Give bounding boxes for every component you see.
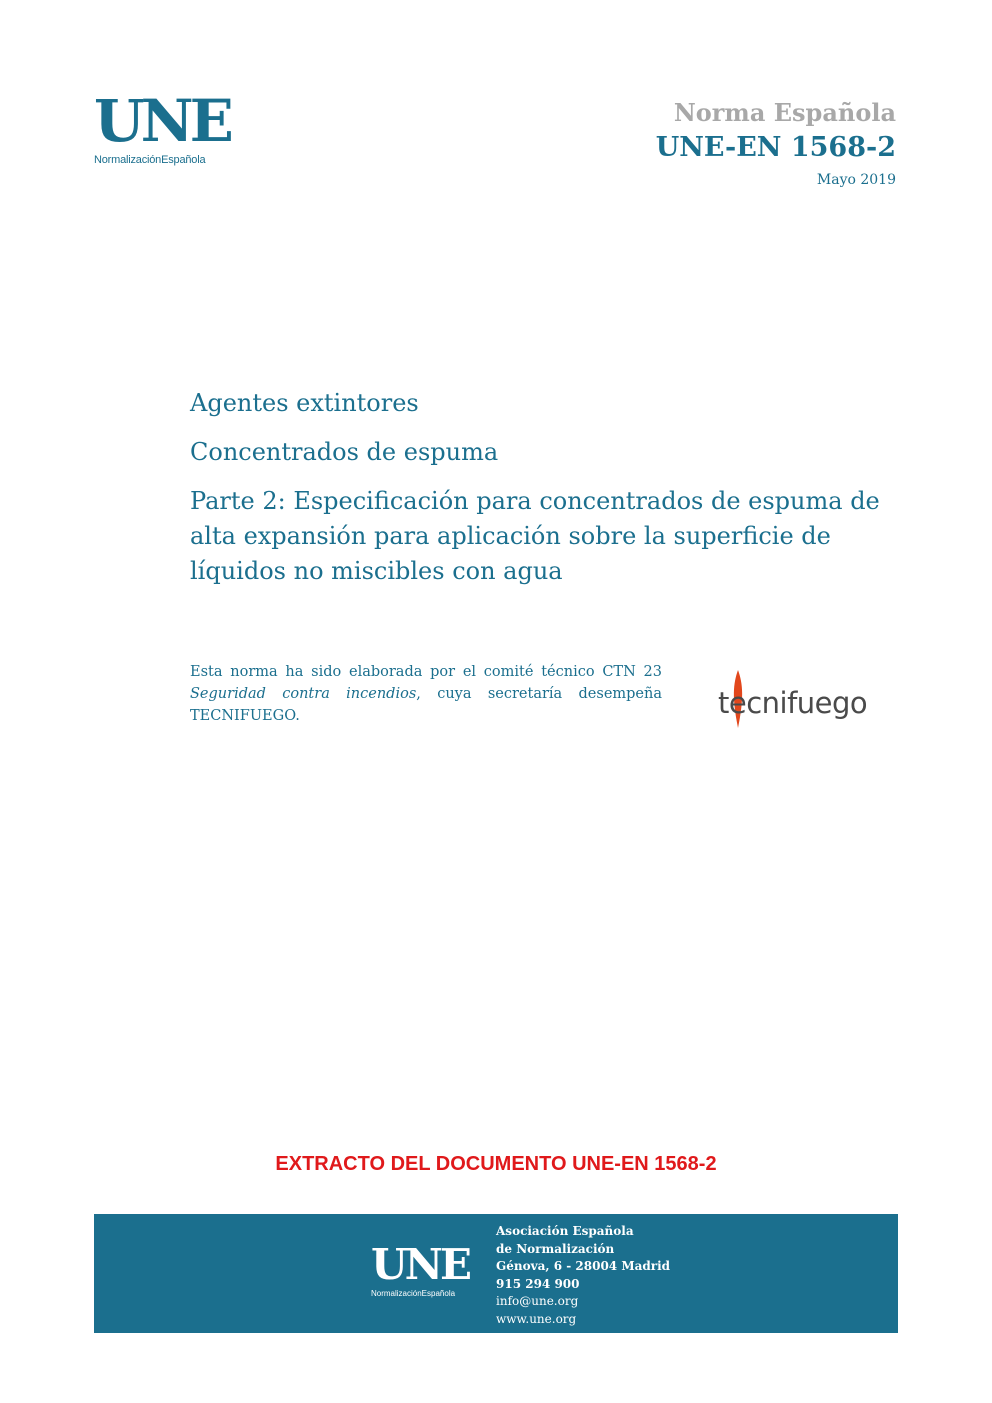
footer-logo-tagline: NormalizaciónEspañola xyxy=(371,1289,456,1298)
norma-label: Norma Española xyxy=(673,98,896,127)
org-email[interactable]: info@une.org xyxy=(496,1294,579,1308)
committee-text-2: , cuya secretaría desempeña TECNIFUEGO. xyxy=(190,686,662,724)
publication-date: Mayo 2019 xyxy=(816,172,896,188)
org-phone: 915 294 900 xyxy=(496,1276,580,1291)
tecnifuego-logo xyxy=(718,670,868,732)
une-logo-letters: UNE xyxy=(94,87,230,155)
org-name-line-1: Asociación Española xyxy=(496,1224,634,1238)
une-logo xyxy=(94,87,244,166)
org-address: Génova, 6 - 28004 Madrid xyxy=(496,1259,671,1273)
org-name-line-2: de Normalización xyxy=(496,1241,615,1256)
footer-band xyxy=(94,1214,898,1333)
title-line-1: Agentes extintores xyxy=(190,389,419,417)
committee-name: Seguridad contra incendios xyxy=(190,686,417,702)
standard-code: UNE-EN 1568-2 xyxy=(655,132,896,163)
title-line-3: Parte 2: Especificación para concentrados de espuma de alta expansión para aplicación sobre la superficie de líquidos no miscibles con agua xyxy=(190,487,880,585)
footer-contact xyxy=(496,1223,670,1328)
org-website[interactable]: www.une.org xyxy=(496,1311,577,1326)
footer-logo-letters: UNE xyxy=(371,1240,470,1289)
document-titles xyxy=(190,386,900,603)
committee-statement xyxy=(190,661,662,727)
une-logo-tagline: NormalizaciónEspañola xyxy=(94,154,206,166)
footer-une-logo xyxy=(371,1240,481,1298)
committee-text-1: Esta norma ha sido elaborada por el comité técnico CTN 23 xyxy=(190,664,662,680)
extract-notice: EXTRACTO DEL DOCUMENTO UNE-EN 1568-2 xyxy=(275,1153,717,1175)
tecnifuego-wordmark: tecnifuego xyxy=(718,686,868,720)
standard-header xyxy=(656,98,896,188)
title-line-2: Concentrados de espuma xyxy=(190,438,499,466)
